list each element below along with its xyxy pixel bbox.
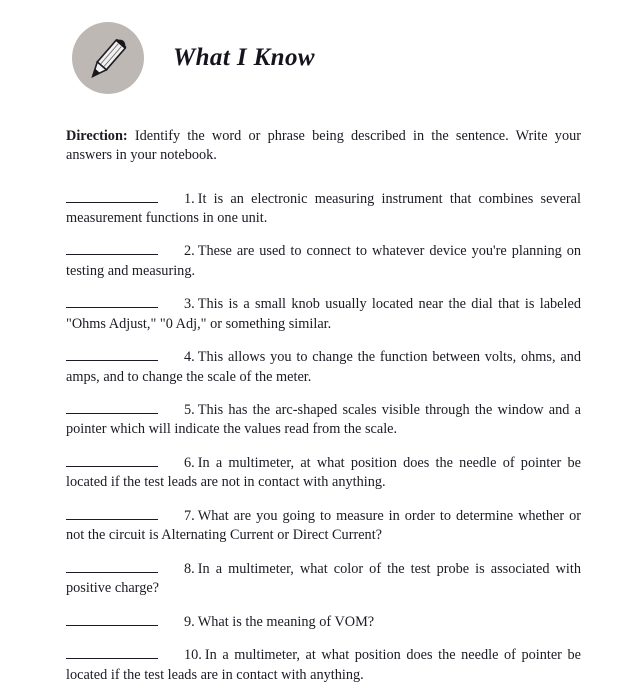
question-text: These are used to connect to whatever device you're planning on testing and measuring. [66, 243, 581, 279]
answer-blank[interactable] [66, 243, 158, 255]
question-number: 4. [184, 349, 195, 366]
direction-label: Direction: [66, 128, 128, 144]
page-title: What I Know [173, 44, 315, 71]
answer-blank[interactable] [66, 614, 158, 626]
question-text: In a multimeter, at what position does the needle of pointer be located if the test leads are not in contact with anything. [66, 455, 581, 491]
question-text: What is the meaning of VOM? [197, 613, 375, 630]
question-item [66, 348, 581, 387]
question-text: In a multimeter, at what position does the needle of pointer be located if the test leads are in contact with anything. [66, 647, 581, 683]
question-item [66, 646, 581, 685]
direction-paragraph [66, 127, 581, 166]
question-item [66, 295, 581, 334]
question-text: This is a small knob usually located near the dial that is labeled "Ohms Adjust," "0 Adj," or something similar. [66, 296, 581, 332]
question-number: 9. [184, 613, 195, 630]
question-list [66, 190, 581, 685]
question-number: 3. [184, 296, 195, 313]
question-text: This allows you to change the function between volts, ohms, and amps, and to change the scale of the meter. [66, 349, 581, 385]
pencil-icon [72, 22, 144, 94]
question-item [66, 613, 581, 632]
question-number: 7. [184, 507, 195, 524]
answer-blank[interactable] [66, 647, 158, 659]
answer-blank[interactable] [66, 349, 158, 361]
answer-blank[interactable] [66, 561, 158, 573]
question-item [66, 560, 581, 599]
question-item [66, 190, 581, 229]
question-number: 8. [184, 560, 195, 577]
question-text: It is an electronic measuring instrument that combines several measurement functions in one unit. [66, 190, 581, 226]
question-number: 10. [184, 647, 202, 664]
question-item [66, 507, 581, 546]
question-item [66, 242, 581, 281]
worksheet-header [0, 0, 643, 94]
question-number: 2. [184, 243, 195, 260]
direction-text: Identify the word or phrase being described in the sentence. Write your answers in your notebook. [66, 128, 581, 164]
question-number: 5. [184, 402, 195, 419]
question-number: 1. [184, 190, 195, 207]
answer-blank[interactable] [66, 508, 158, 520]
question-item [66, 401, 581, 440]
worksheet-content [0, 127, 643, 685]
question-text: In a multimeter, what color of the test probe is associated with positive charge? [66, 560, 581, 597]
answer-blank[interactable] [66, 455, 158, 467]
question-number: 6. [184, 455, 195, 472]
question-text: This has the arc-shaped scales visible through the window and a pointer which will indicate the values read from the scale. [66, 402, 581, 438]
question-text: What are you going to measure in order to determine whether or not the circuit is Alternating Current or Direct Current? [66, 507, 581, 544]
answer-blank[interactable] [66, 296, 158, 308]
pencil-icon-badge [72, 22, 144, 94]
answer-blank[interactable] [66, 191, 158, 203]
question-item [66, 454, 581, 493]
answer-blank[interactable] [66, 402, 158, 414]
